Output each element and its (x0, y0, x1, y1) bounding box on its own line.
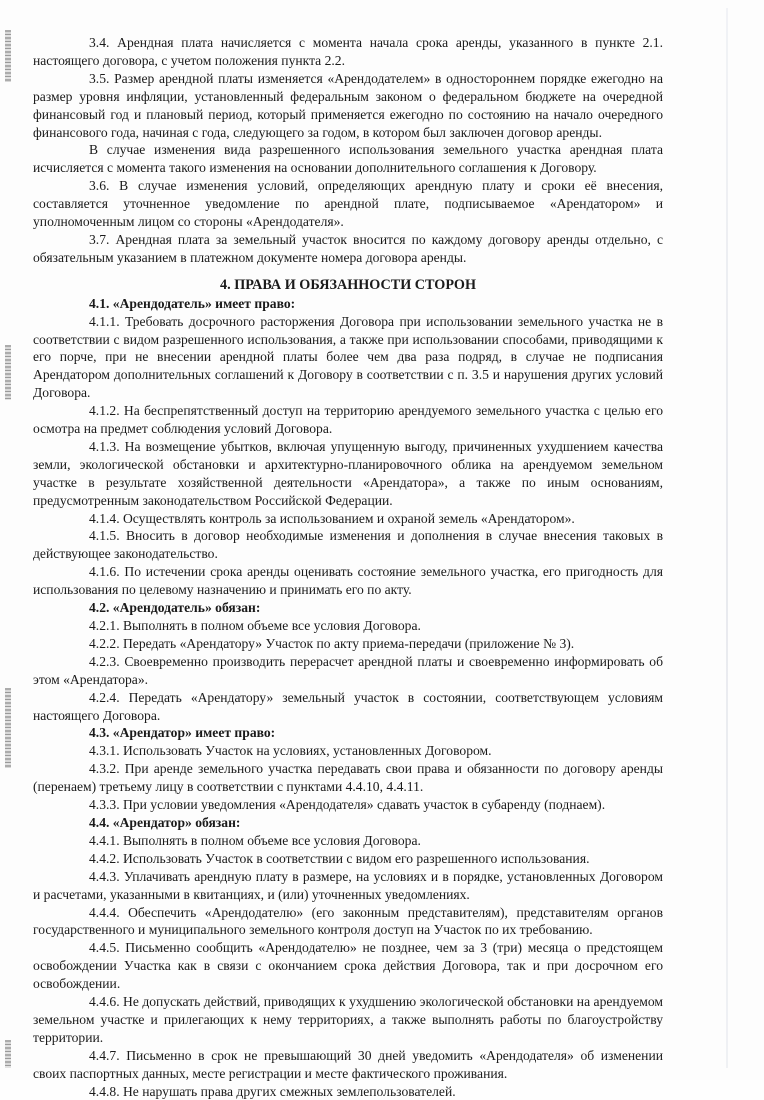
paragraph-3-5: 3.5. Размер арендной платы изменяется «Арендодателем» в одностороннем порядке ежегодно на размер уровня инфляции, установленный федеральным законом о федеральном бюджете на очередной финансовый год и плановый период, который применяется ежегодно по состоянию на начало очередного финансового года, начиная с года, следующего за годом, в котором был заключен договор аренды. (33, 70, 663, 140)
binding-mark (5, 345, 11, 400)
clause-4-1-5: 4.1.5. Вносить в договор необходимые изменения и дополнения в случае внесения таковых в действующее законодательство. (33, 528, 663, 562)
clause-4-1-1: 4.1.1. Требовать досрочного расторжения Договора при использовании земельного участка не в соответствии с видом разрешенного использования, а также при использовании способами, приводящими к его порче, при не внесении арендной платы более чем два раза подряд, в случае не подписания Арендатором дополнительных соглашений к Договору в соответствии с п. 3.5 и нарушения других условий Договора. (33, 313, 663, 401)
binding-mark (5, 1040, 11, 1068)
paragraph-3-5-note: В случае изменения вида разрешенного использования земельного участка арендная плата исчисляется с момента такого изменения на основании дополнительного соглашения к Договору. (33, 142, 663, 176)
clause-4-2-3: 4.2.3. Своевременно производить перерасчет арендной платы и своевременно информировать об этом «Арендатора». (33, 653, 663, 687)
binding-mark (5, 688, 11, 768)
clause-4-4-5: 4.4.5. Письменно сообщить «Арендодателю» не позднее, чем за 3 (три) месяца о предстоящем освобождении Участка как в связи с окончанием срока действия Договора, так и при досрочном его освобождении. (33, 940, 663, 992)
clause-4-4-8: 4.4.8. Не нарушать права других смежных землепользователей. (89, 1083, 456, 1099)
clause-4-4-1: 4.4.1. Выполнять в полном объеме все условия Договора. (89, 832, 421, 848)
paragraph-3-6: 3.6. В случае изменения условий, определяющих арендную плату и сроки её внесения, составляется уточненное уведомление по арендной плате, подписываемое «Арендатором» и уполномоченным лицом со стороны «Арендодателя». (33, 178, 663, 230)
clause-4-1-6: 4.1.6. По истечении срока аренды оценивать состояние земельного участка, его пригодность для использования по целевому назначению и принимать его по акту. (33, 564, 663, 598)
subsection-4-1-heading: 4.1. «Арендодатель» имеет право: (89, 295, 296, 311)
clause-4-4-4: 4.4.4. Обеспечить «Арендодателю» (его законным представителям), представителям органов государственного и муниципального земельного контроля доступ на Участок по их требованию. (33, 904, 663, 938)
clause-4-1-4: 4.1.4. Осуществлять контроль за использованием и охраной земель «Арендатором». (89, 510, 575, 526)
clause-4-4-2: 4.4.2. Использовать Участок в соответствии с видом его разрешенного использования. (89, 850, 590, 866)
subsection-4-4-heading: 4.4. «Арендатор» обязан: (89, 814, 241, 830)
clause-4-3-1: 4.3.1. Использовать Участок на условиях, установленных Договором. (89, 743, 492, 759)
clause-4-1-2: 4.1.2. На беспрепятственный доступ на территорию арендуемого земельного участка с целью его осмотра на предмет соблюдения условий Договора. (33, 403, 663, 437)
clause-4-4-3: 4.4.3. Уплачивать арендную плату в размере, на условиях и в порядке, установленных Договором и расчетами, указанными в квитанциях, и (или) уточненных уведомлениях. (33, 868, 663, 902)
clause-4-4-6: 4.4.6. Не допускать действий, приводящих к ухудшению экологической обстановки на арендуемом земельном участке и прилегающих к нему территориях, а также выполнять работы по благоустройству территории. (33, 994, 663, 1045)
clause-4-4-7: 4.4.7. Письменно в срок не превышающий 30 дней уведомить «Арендодателя» об изменении своих паспортных данных, месте регистрации и месте фактического проживания. (33, 1047, 663, 1081)
document-body (33, 34, 663, 1100)
paragraph-3-4: 3.4. Арендная плата начисляется с момента начала срока аренды, указанного в пункте 2.1. настоящего договора, с учетом положения пункта 2.2. (33, 35, 663, 68)
clause-4-2-4: 4.2.4. Передать «Арендатору» земельный участок в состоянии, соответствующем условиям настоящего Договора. (33, 689, 663, 723)
paragraph-3-7: 3.7. Арендная плата за земельный участок вносится по каждому договору аренды отдельно, с обязательным указанием в платежном документе номера договора аренды. (33, 231, 663, 265)
clause-4-2-1: 4.2.1. Выполнять в полном объеме все условия Договора. (89, 618, 421, 633)
clause-4-3-3: 4.3.3. При условии уведомления «Арендодателя» сдавать участок в субаренду (поднаем). (89, 797, 606, 813)
section-4-title: 4. ПРАВА И ОБЯЗАННОСТИ СТОРОН (220, 276, 476, 293)
subsection-4-2-heading: 4.2. «Арендодатель» обязан: (89, 600, 261, 616)
clause-4-2-2: 4.2.2. Передать «Арендатору» Участок по акту приема-передачи (приложение № 3). (89, 635, 575, 651)
clause-4-3-2: 4.3.2. При аренде земельного участка передавать свои права и обязанности по договору аренды (перенаем) третьему лицу в соответствии с пунктами 4.4.10, 4.4.11. (33, 761, 663, 795)
page-edge-shadow (726, 8, 728, 1068)
clause-4-1-3: 4.1.3. На возмещение убытков, включая упущенную выгоду, причиненных ухудшением качества земли, экологической обстановки и архитектурно-планировочного облика на арендуемом земельном участке в результате хозяйственной деятельности «Арендатора», а также по иным основаниям, предусмотренным законодательством Российской Федерации. (33, 438, 663, 508)
subsection-4-3-heading: 4.3. «Арендатор» имеет право: (89, 725, 276, 741)
binding-mark (5, 30, 11, 82)
